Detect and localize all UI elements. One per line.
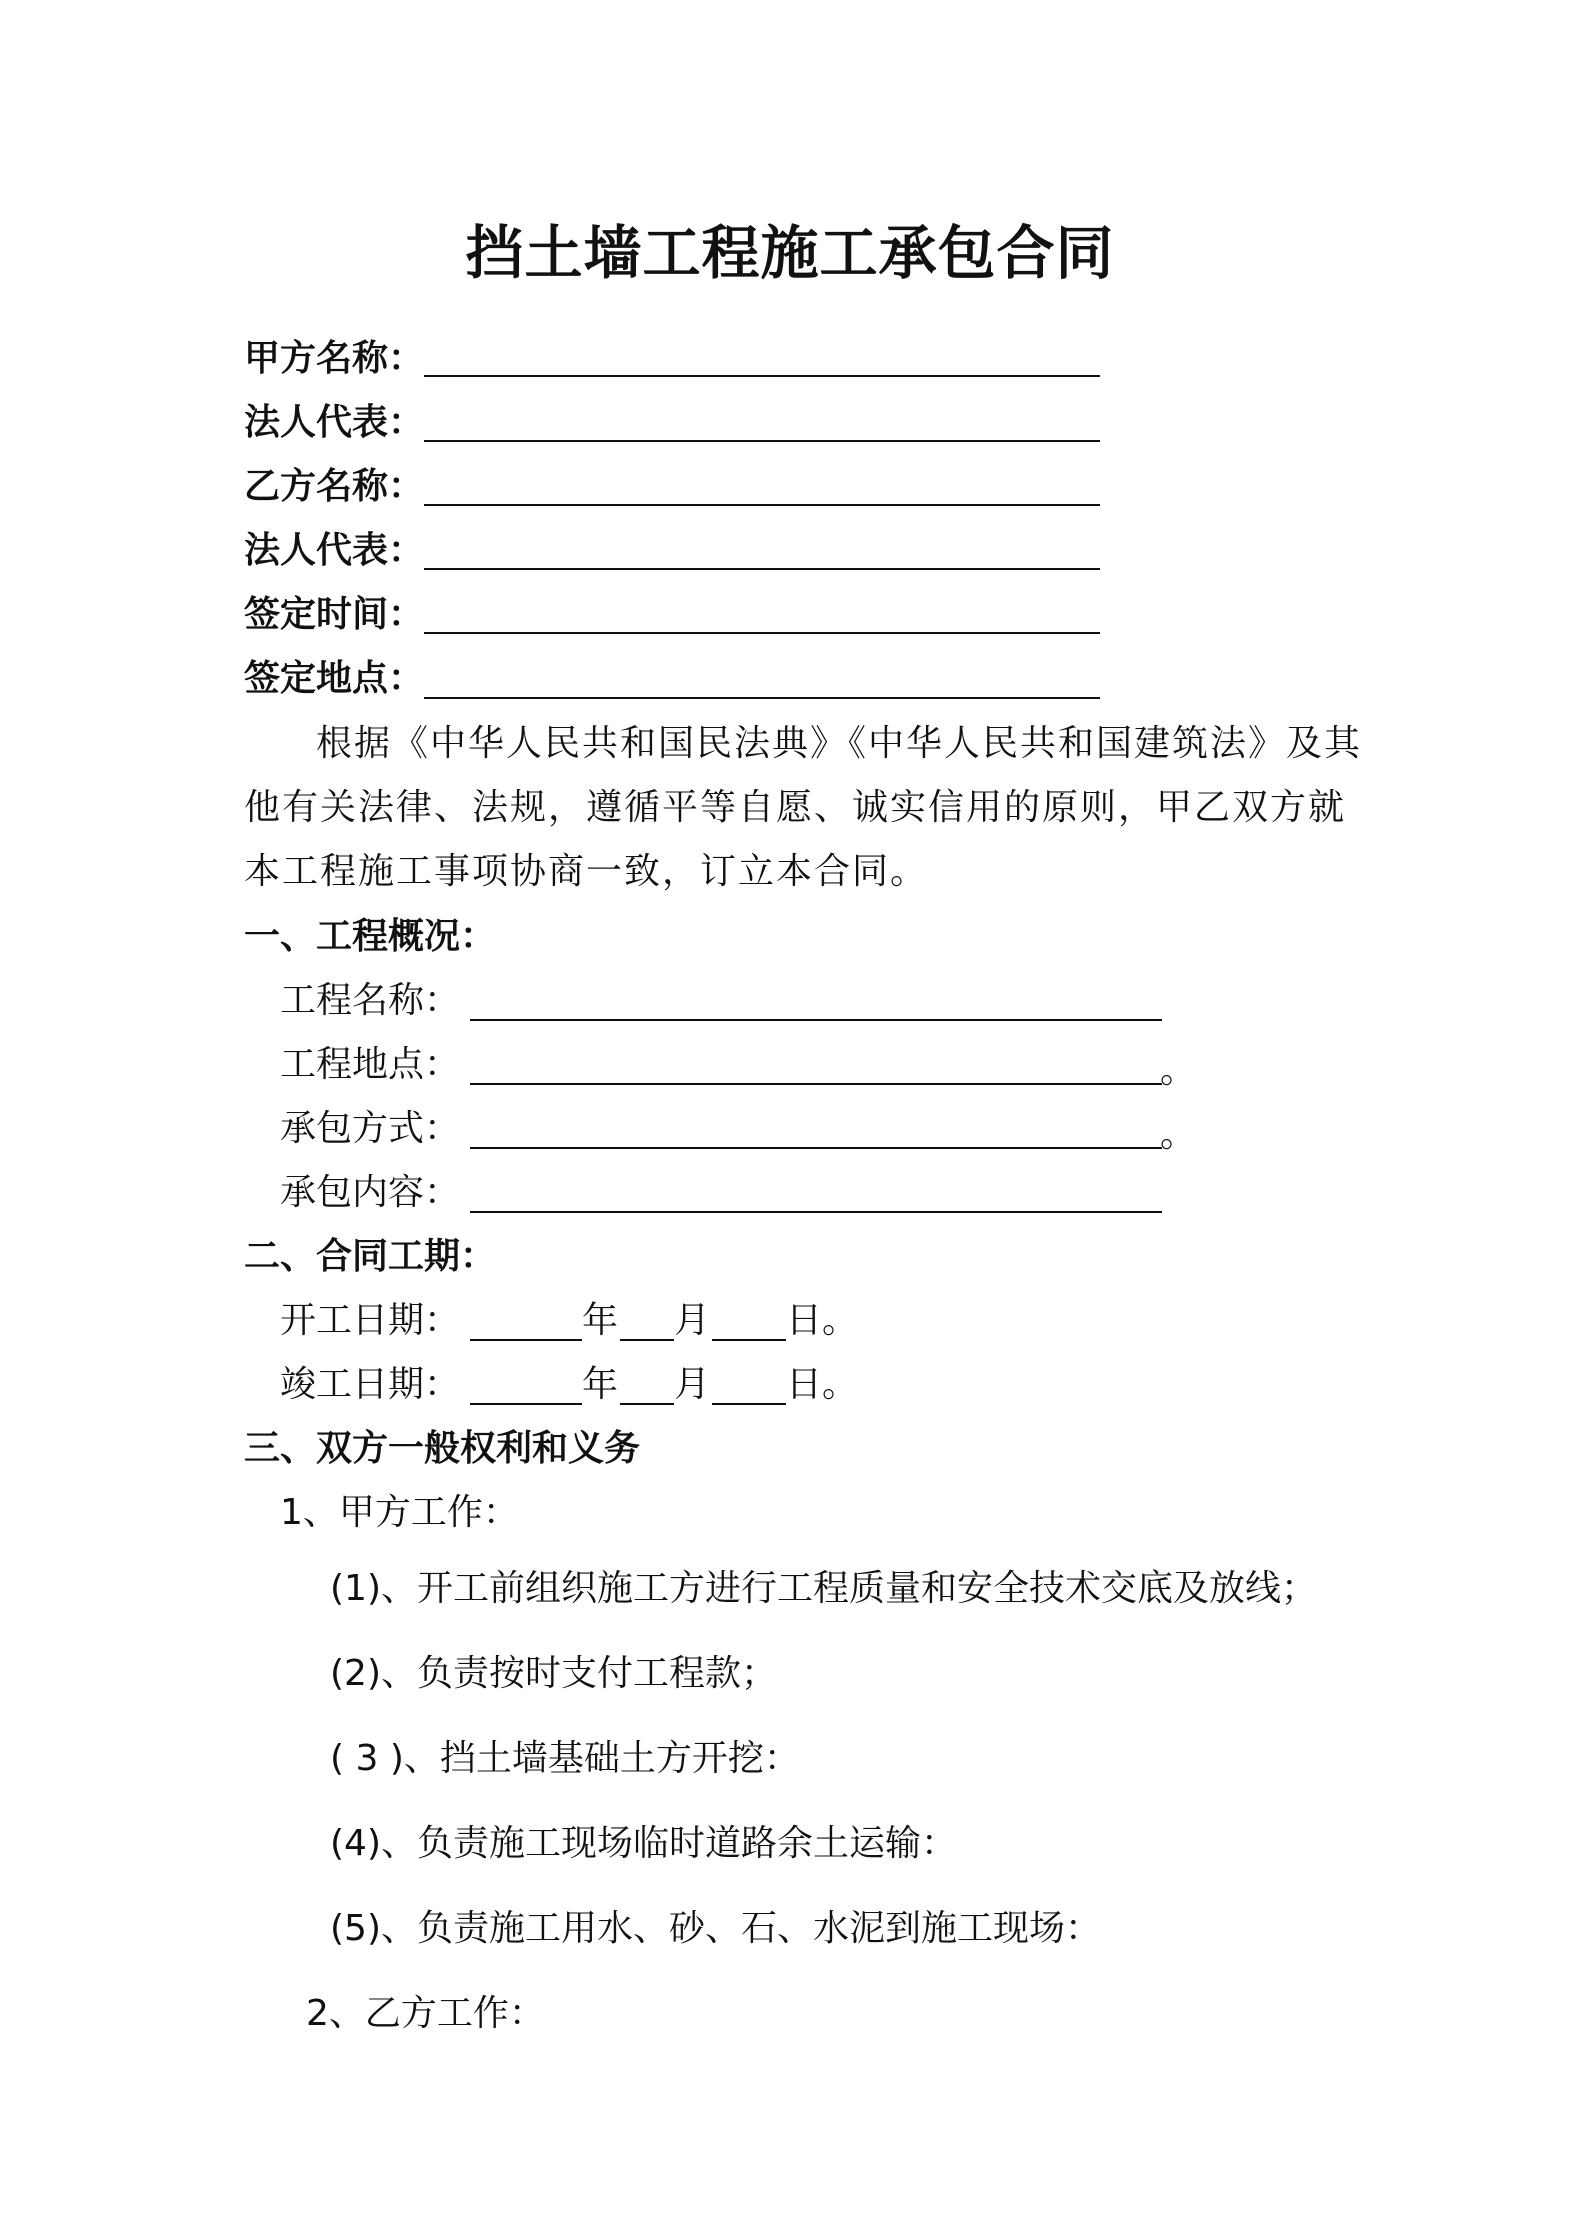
sign-place-label: 签定地点： bbox=[244, 658, 425, 699]
party-a-work-heading: 1、甲方工作： bbox=[280, 1492, 519, 1533]
project-name-field[interactable] bbox=[470, 1019, 1162, 1021]
party-b-name-field[interactable] bbox=[424, 504, 1100, 506]
start-month-unit: 月 bbox=[674, 1300, 711, 1341]
end-year-unit: 年 bbox=[582, 1364, 619, 1405]
end-month-unit: 月 bbox=[674, 1364, 711, 1405]
end-date-label: 竣工日期： bbox=[280, 1364, 461, 1405]
contract-method-field[interactable] bbox=[470, 1147, 1162, 1149]
end-day-unit: 日。 bbox=[786, 1364, 859, 1405]
project-location-suffix: 。 bbox=[1160, 1050, 1197, 1091]
party-a-item-2: (2)、负责按时支付工程款； bbox=[330, 1653, 777, 1694]
sign-time-field[interactable] bbox=[424, 632, 1100, 634]
party-a-name-field[interactable] bbox=[424, 375, 1100, 377]
document-title: 挡土墙工程施工承包合同 bbox=[465, 219, 1115, 287]
project-location-field[interactable] bbox=[470, 1083, 1162, 1085]
contract-method-suffix: 。 bbox=[1160, 1114, 1197, 1155]
end-year-field[interactable] bbox=[470, 1403, 582, 1405]
party-a-item-5: (5)、负责施工用水、砂、石、水泥到施工现场： bbox=[330, 1908, 1101, 1949]
start-year-unit: 年 bbox=[582, 1300, 619, 1341]
start-year-field[interactable] bbox=[470, 1339, 582, 1341]
contract-method-label: 承包方式： bbox=[280, 1108, 461, 1149]
party-b-rep-field[interactable] bbox=[424, 568, 1100, 570]
contract-content-field[interactable] bbox=[470, 1211, 1162, 1213]
end-day-field[interactable] bbox=[712, 1403, 786, 1405]
intro-line-2: 他有关法律、法规，遵循平等自愿、诚实信用的原则，甲乙双方就 bbox=[244, 787, 1347, 828]
party-a-item-1: (1)、开工前组织施工方进行工程质量和安全技术交底及放线； bbox=[330, 1568, 1317, 1609]
sign-place-field[interactable] bbox=[424, 697, 1100, 699]
project-location-label: 工程地点： bbox=[280, 1044, 461, 1085]
project-name-label: 工程名称： bbox=[280, 980, 461, 1021]
party-a-item-3: ( 3 )、挡土墙基础土方开挖： bbox=[330, 1738, 800, 1779]
section-1-heading: 一、工程概况： bbox=[244, 916, 497, 957]
section-3-heading: 三、双方一般权利和义务 bbox=[244, 1428, 641, 1469]
start-month-field[interactable] bbox=[620, 1339, 674, 1341]
intro-line-3: 本工程施工事项协商一致，订立本合同。 bbox=[244, 851, 929, 892]
section-2-heading: 二、合同工期： bbox=[244, 1236, 497, 1277]
party-a-rep-field[interactable] bbox=[424, 440, 1100, 442]
party-b-rep-label: 法人代表： bbox=[244, 530, 425, 571]
sign-time-label: 签定时间： bbox=[244, 594, 425, 635]
party-b-work-heading: 2、乙方工作： bbox=[306, 1993, 545, 2034]
intro-line-1: 根据《中华人民共和国民法典》《中华人民共和国建筑法》及其 bbox=[316, 723, 1363, 764]
start-date-label: 开工日期： bbox=[280, 1300, 461, 1341]
end-month-field[interactable] bbox=[620, 1403, 674, 1405]
party-a-name-label: 甲方名称： bbox=[244, 338, 425, 379]
contract-content-label: 承包内容： bbox=[280, 1172, 461, 1213]
party-b-name-label: 乙方名称： bbox=[244, 466, 425, 507]
party-a-item-4: (4)、负责施工现场临时道路余土运输： bbox=[330, 1823, 957, 1864]
start-day-unit: 日。 bbox=[786, 1300, 859, 1341]
start-day-field[interactable] bbox=[712, 1339, 786, 1341]
party-a-rep-label: 法人代表： bbox=[244, 402, 425, 443]
